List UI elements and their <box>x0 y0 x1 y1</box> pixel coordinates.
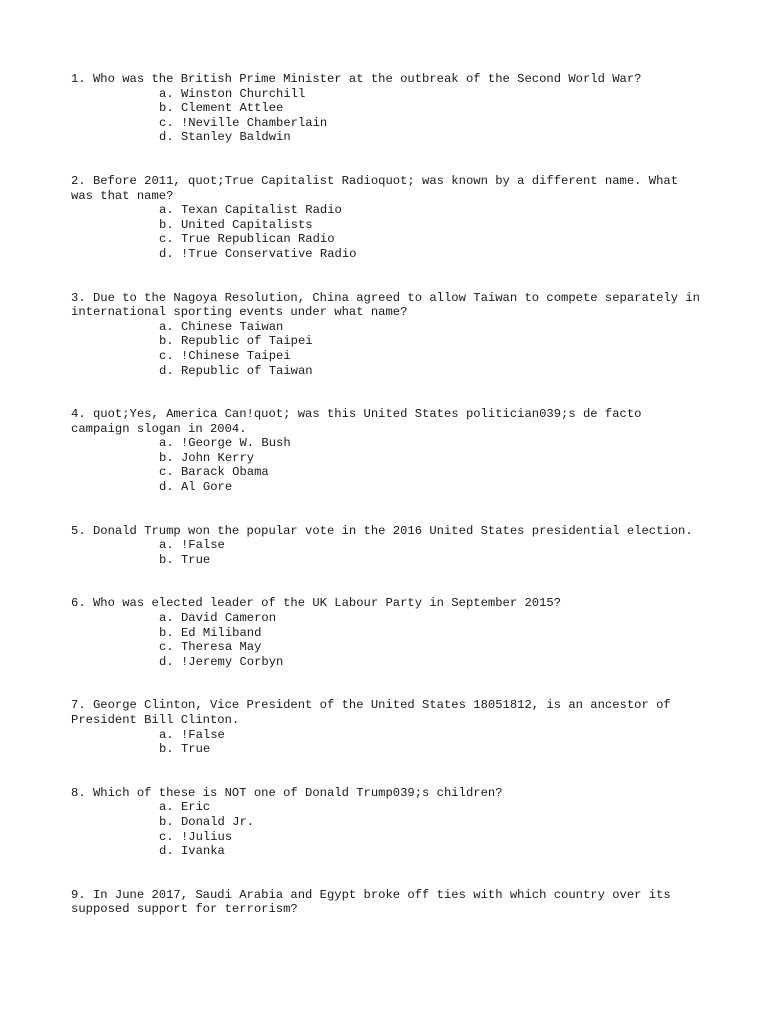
answer-option: a. !False <box>159 538 225 553</box>
answer-options <box>71 611 701 669</box>
answer-option: d. !True Conservative Radio <box>159 246 357 261</box>
question-4 <box>71 407 701 495</box>
answer-option: d. Republic of Taiwan <box>159 363 313 378</box>
answer-option: c. Theresa May <box>159 640 262 655</box>
answer-options <box>71 538 701 567</box>
question-text: 4. quot;Yes, America Can!quot; was this United States politician039;s de facto campaign slogan in 2004. <box>71 407 649 436</box>
answer-option: b. True <box>159 742 211 757</box>
question-8 <box>71 786 701 859</box>
answer-options <box>71 800 701 858</box>
question-text: 9. In June 2017, Saudi Arabia and Egypt broke off ties with which country over its supposed support for terrorism? <box>71 887 679 917</box>
answer-option: c. !Julius <box>159 829 233 844</box>
question-9 <box>71 888 701 917</box>
question-text: 1. Who was the British Prime Minister at the outbreak of the Second World War? <box>71 72 642 86</box>
question-text: 7. George Clinton, Vice President of the United States 18051812, is an ancestor of President Bill Clinton. <box>71 698 679 727</box>
answer-option: a. Winston Churchill <box>159 86 306 101</box>
answer-option: d. Stanley Baldwin <box>159 130 291 145</box>
answer-option: c. !Neville Chamberlain <box>159 115 328 130</box>
answer-option: c. !Chinese Taipei <box>159 348 291 363</box>
answer-option: b. United Capitalists <box>159 217 313 232</box>
answer-option: b. Republic of Taipei <box>159 334 313 349</box>
question-text: 3. Due to the Nagoya Resolution, China agreed to allow Taiwan to compete separately in international sporting events under what name? <box>71 290 708 320</box>
answer-option: d. Ivanka <box>159 844 225 859</box>
answer-option: b. True <box>159 552 211 567</box>
answer-option: a. David Cameron <box>159 611 277 626</box>
answer-option: d. !Jeremy Corbyn <box>159 654 284 669</box>
answer-option: d. Al Gore <box>159 480 233 495</box>
question-2 <box>71 174 701 262</box>
question-3 <box>71 290 708 379</box>
question-text: 8. Which of these is NOT one of Donald Trump039;s children? <box>71 785 503 800</box>
answer-option: b. Clement Attlee <box>159 101 284 116</box>
answer-options <box>71 436 701 494</box>
question-1 <box>71 72 701 145</box>
answer-option: b. Donald Jr. <box>159 814 255 829</box>
answer-option: a. Chinese Taiwan <box>159 319 284 334</box>
answer-options <box>71 728 701 757</box>
question-text: 5. Donald Trump won the popular vote in the 2016 United States presidential election. <box>71 523 693 538</box>
question-7 <box>71 698 701 756</box>
answer-options <box>71 320 701 378</box>
question-text: 2. Before 2011, quot;True Capitalist Radioquot; was known by a different name. What was that name? <box>71 173 686 203</box>
answer-option: a. !False <box>159 727 225 742</box>
question-6 <box>71 596 701 669</box>
answer-option: a. !George W. Bush <box>159 436 291 451</box>
answer-option: b. John Kerry <box>159 450 255 465</box>
answer-option: a. Eric <box>159 800 211 815</box>
answer-option: c. True Republican Radio <box>159 232 335 247</box>
question-5 <box>71 524 701 568</box>
answer-option: c. Barack Obama <box>159 465 269 480</box>
answer-option: b. Ed Miliband <box>159 625 262 640</box>
answer-option: a. Texan Capitalist Radio <box>159 203 342 218</box>
quiz-document <box>71 72 708 946</box>
question-text: 6. Who was elected leader of the UK Labour Party in September 2015? <box>71 596 562 611</box>
answer-options <box>71 203 701 261</box>
answer-options <box>71 87 701 145</box>
